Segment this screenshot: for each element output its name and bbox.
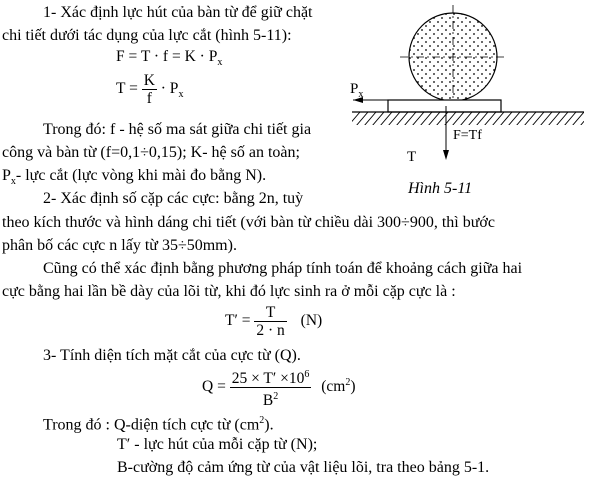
equation-force-sub: x: [217, 57, 223, 69]
equation-t-fraction: [142, 72, 157, 107]
para4-line1: Cũng có thể xác định bằng phương pháp tính toán để khoảng cách giữa hai: [43, 260, 523, 277]
para2-line3-rest: - lực cắt (lực vòng khi mài đo bằng N).: [15, 167, 267, 184]
para6-line1: [43, 411, 274, 434]
workpiece: [388, 100, 501, 112]
equation-force: [116, 48, 222, 68]
equation-q-unit-end: ): [350, 378, 356, 396]
equation-q-unit-sup: 2: [345, 377, 351, 389]
equation-q-denominator: [230, 388, 312, 409]
equation-q-numerator: [230, 366, 312, 388]
para3-line3: phân bố các cực n lấy từ 35÷50mm).: [2, 237, 237, 254]
equation-t-prime-lhs: T′ =: [225, 312, 251, 330]
equation-q-den-text: B: [262, 392, 274, 410]
equation-q-unit-text: (cm: [321, 378, 346, 396]
grinding-wheel: [400, 5, 506, 109]
para6-line1-end: ).: [264, 416, 274, 434]
para2-px: P: [2, 167, 11, 184]
para5-line1: 3- Tính diện tích mặt cắt của cực từ (Q).: [43, 347, 301, 364]
equation-t-lhs: T =: [116, 80, 138, 98]
equation-t: [116, 72, 183, 107]
equation-t-prime-fraction: [254, 304, 286, 339]
equation-t-rhs: · P: [160, 80, 179, 98]
attraction-force-arrow: [443, 106, 449, 160]
equation-t-prime: [225, 304, 322, 339]
equation-q-lhs: Q =: [202, 378, 226, 396]
hatch-line: [596, 112, 602, 126]
equation-q: [202, 366, 356, 409]
label-t: T: [407, 149, 417, 165]
equation-t-prime-denominator: 2 · n: [256, 322, 285, 339]
magnetic-table: [348, 112, 602, 126]
equation-t-numerator: K: [143, 72, 155, 89]
equation-q-den-sup: 2: [273, 391, 279, 403]
label-friction-force: F=Tf: [453, 128, 482, 143]
para2-line2: công và bàn từ (f=0,1÷0,15); K- hệ số an toàn;: [2, 144, 300, 161]
para4-line2: cực bằng hai lần bề dày của lõi từ, khi đó lực sinh ra ở mỗi cặp cực là :: [2, 283, 456, 300]
equation-q-num-text: 25 × T′ ×10: [231, 370, 305, 388]
para2-line3: [2, 166, 266, 191]
equation-t-prime-numerator: T: [254, 304, 286, 322]
para1-line1: 1- Xác định lực hút của bàn từ để giữ chặt: [43, 4, 313, 21]
para6-line1-sup: 2: [259, 415, 265, 426]
equation-q-fraction: [230, 366, 312, 409]
equation-q-unit: [321, 378, 355, 395]
para2-line1: Trong đó: f - hệ số ma sát giữa chi tiết gia: [43, 121, 312, 138]
equation-force-text: F = T · f = K · P: [116, 48, 218, 65]
label-px: $P_x$: [350, 81, 364, 100]
hatch-line: [588, 112, 600, 126]
para3-line1: 2- Xác định số cặp các cực: bằng 2n, tuỳ: [43, 190, 304, 207]
figure-caption: Hình 5-11: [408, 180, 473, 197]
para6-line3: B-cường độ cảm ứng từ của vật liệu lõi, tra theo bảng 5-1.: [117, 459, 490, 476]
equation-t-prime-unit: (N): [300, 312, 323, 330]
para1-line2: chi tiết dưới tác dụng của lực cắt (hình 5-11):: [2, 27, 292, 44]
equation-q-num-sup: 6: [304, 369, 310, 380]
equation-t-denominator: f: [146, 90, 152, 107]
para2-px-sub: x: [10, 176, 16, 188]
para6-line1-text: Trong đó : Q-diện tích cực từ (cm: [43, 416, 260, 434]
figure-5-11: [340, 0, 602, 175]
para6-line2: T′ - lực hút của mỗi cặp từ (N);: [117, 436, 318, 453]
equation-t-sub: x: [178, 89, 184, 101]
para3-line2: theo kích thước và hình dáng chi tiết (với bàn từ chiều dài 300÷900, thì bước: [2, 214, 495, 231]
